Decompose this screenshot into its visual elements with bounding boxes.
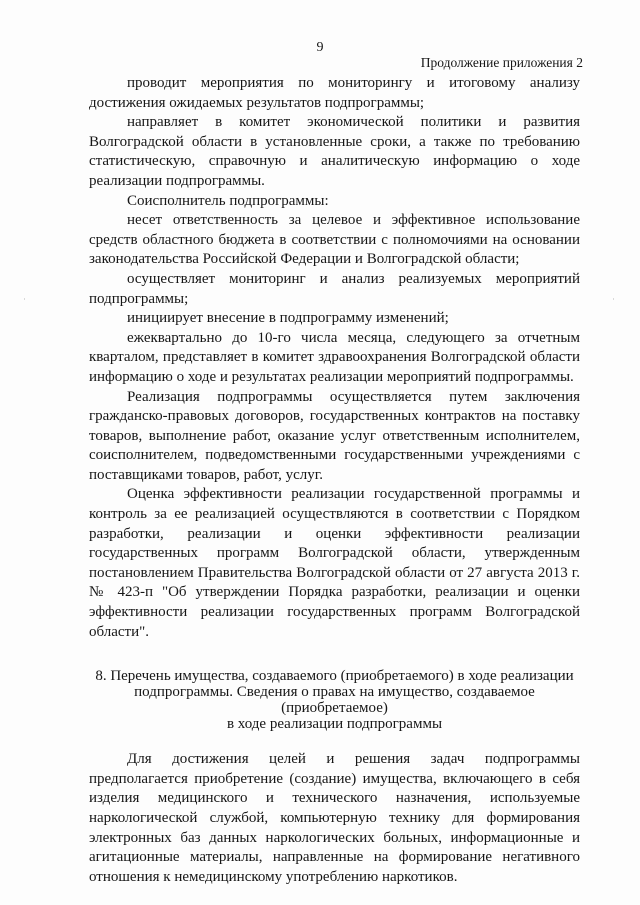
paragraph: Оценка эффективности реализации государственной программы и контроль за ее реализацией осуществляются в соответствии с Порядком разработки, реализации и оценки эффективности реализации государственных программ Волгоградской области, утвержденным постановлением Правительства Волгоградской области от 27 августа 2013 г. № 423-п "Об утверждении Порядка разработки, реализации и оценки эффективности реализации государственных программ Волгоградской области". [89, 486, 580, 640]
paragraph: несет ответственность за целевое и эффективное использование средств областного бюджета в соответствии с полномочиями на основании законодательства Российской Федерации и Волгоградской области; [89, 212, 580, 268]
scan-mark [613, 298, 614, 300]
paragraph: Соисполнитель подпрограммы: [127, 192, 329, 209]
section-heading-line: подпрограммы. Сведения о правах на имущество, создаваемое (приобретаемое) [134, 684, 535, 717]
paragraph: Реализация подпрограммы осуществляется путем заключения гражданско-правовых договоров, государственных контрактов на поставку товаров, выполнение работ, оказание услуг ответственным исполнителем, соисполнителем, подведомственными государственными учреждениями с поставщиками товаров, работ, услуг. [89, 388, 580, 483]
document-body [89, 74, 580, 887]
paragraph: направляет в комитет экономической политики и развития Волгоградской области в установленные сроки, а также по требованию статистическую, справочную и аналитическую информацию о ходе реализации подпрограммы. [89, 114, 580, 189]
section-heading-line: в ходе реализации подпрограммы [226, 716, 443, 733]
page-number: 9 [316, 40, 324, 55]
section-heading-line: 8. Перечень имущества, создаваемого (приобретаемого) в ходе реализации [95, 668, 574, 685]
section-heading [85, 668, 584, 732]
paragraph: осуществляет мониторинг и анализ реализуемых мероприятий подпрограммы; [89, 270, 580, 307]
paragraph: инициирует внесение в подпрограмму изменений; [127, 310, 449, 327]
paragraph: проводит мероприятия по мониторингу и итоговому анализу достижения ожидаемых результатов подпрограммы; [89, 75, 580, 111]
section-paragraph: Для достижения целей и решения задач подпрограммы предполагается приобретение (создание) имущества, включающего в себя изделия медицинского и технического назначения, используемые наркологической службой, компьютерную технику для формирования электронных баз данных наркологических больных, информационные и агитационные материалы, направленные на формирование негативного отношения к немедицинскому употреблению наркотиков. [89, 751, 580, 885]
scan-mark [24, 298, 25, 300]
continuation-note: Продолжение приложения 2 [420, 55, 583, 70]
paragraph: ежеквартально до 10-го числа месяца, следующего за отчетным кварталом, представляет в комитет здравоохранения Волгоградской области информацию о ходе и результатах реализации мероприятий подпрограммы. [89, 329, 580, 385]
